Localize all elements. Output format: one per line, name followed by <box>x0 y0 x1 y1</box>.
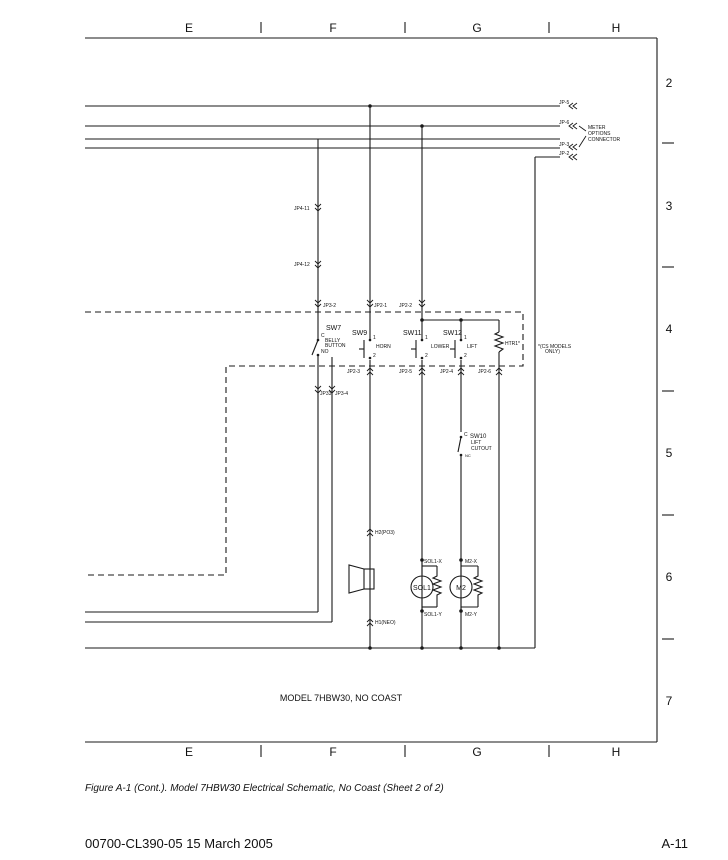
sw9-pin2: 2 <box>373 353 376 359</box>
label-h1: H1(NEO) <box>375 620 396 626</box>
cs-note-line1: *(CS MODELS <box>538 344 572 350</box>
htr1-label: HTR1* <box>505 341 521 347</box>
drawing-frame <box>85 22 674 757</box>
sw7-switch-symbol <box>312 339 319 357</box>
label-jp4-12: JP4-12 <box>294 262 310 268</box>
column-label-g-top: G <box>472 21 482 35</box>
row-label-7: 7 <box>665 694 673 708</box>
main-wires <box>85 106 535 648</box>
sw10-line1: LIFT <box>471 440 482 446</box>
sw11-function: LOWER <box>431 344 450 350</box>
sw9-function: HORN <box>376 344 391 350</box>
row-label-4: 4 <box>665 322 673 336</box>
sw9-pin1: 1 <box>373 335 376 341</box>
connector-jp3: JP-3 <box>559 142 570 148</box>
column-label-f-bottom: F <box>329 745 337 759</box>
sw7-line1: BELLY <box>325 338 341 344</box>
sw12-label: SW12 <box>443 330 463 337</box>
sw10-nc: NC <box>465 453 471 458</box>
connector-jp5: JP-5 <box>559 100 570 106</box>
meter-wires <box>85 103 586 648</box>
label-jp2-2: JP2-2 <box>399 303 413 309</box>
label-h2: H2(PO3) <box>375 530 395 536</box>
sw7-no: NO <box>321 349 329 355</box>
label-jp2-4: JP2-4 <box>440 369 454 375</box>
connector-jp2: JP-2 <box>559 151 570 157</box>
sw12-function: LIFT <box>467 344 478 350</box>
sw7-label: SW7 <box>326 325 342 332</box>
column-label-g-bottom: G <box>472 745 482 759</box>
dashed-panel-outline <box>85 312 523 575</box>
model-label: MODEL 7HBW30, NO COAST <box>279 693 403 703</box>
label-jp2-1: JP2-1 <box>374 303 388 309</box>
label-jp2-3: JP2-3 <box>347 369 361 375</box>
column-label-e-top: E <box>184 21 194 35</box>
sw7-line2: BUTTON <box>325 343 346 349</box>
sw11-pin1: 1 <box>425 335 428 341</box>
label-jp2-6: JP2-6 <box>478 369 492 375</box>
connector-jp6: JP-6 <box>559 120 570 126</box>
column-label-f-top: F <box>329 21 337 35</box>
sw9-label: SW9 <box>352 330 368 337</box>
sw11-switch-symbol <box>411 339 423 360</box>
junction-dots <box>368 104 501 650</box>
sw12-pin2: 2 <box>464 353 467 359</box>
column-label-e-bottom: E <box>184 745 194 759</box>
label-jp4-11: JP4-11 <box>294 206 310 212</box>
cs-note-line2: ONLY) <box>545 349 560 355</box>
label-jp3-4: JP3-4 <box>335 391 349 397</box>
row-label-3: 3 <box>665 199 673 213</box>
sw11-label: SW11 <box>403 330 422 337</box>
sw7-c: C <box>321 333 325 339</box>
page-number: A-11 <box>661 836 688 851</box>
label-jp3-2: JP3-2 <box>323 303 337 309</box>
m2-motor-symbol <box>450 560 482 611</box>
m2-bottom-label: M2-Y <box>465 612 477 618</box>
meter-label-line3: CONNECTOR <box>588 137 621 143</box>
sw9-switch-symbol <box>359 339 371 360</box>
sw10-label: SW10 <box>470 434 487 440</box>
row-label-5: 5 <box>665 446 673 460</box>
m2-label: M2 <box>456 585 466 592</box>
sw10-switch-symbol <box>458 436 462 457</box>
sw10-line2: CUTOUT <box>471 446 492 452</box>
sw12-pin1: 1 <box>464 335 467 341</box>
sw12-switch-symbol <box>450 339 462 360</box>
htr1-resistor-symbol <box>495 332 503 352</box>
label-jp2-5: JP2-5 <box>399 369 413 375</box>
m2-top-label: M2-X <box>465 559 477 565</box>
meter-label-line2: OPTIONS <box>588 131 611 137</box>
sol1-top-label: SOL1-X <box>424 559 442 565</box>
column-label-h-bottom: H <box>611 745 621 759</box>
document-id-date: 00700-CL390-05 15 March 2005 <box>85 836 273 851</box>
sw10-c: C <box>464 432 468 438</box>
figure-caption: Figure A-1 (Cont.). Model 7HBW30 Electrical Schematic, No Coast (Sheet 2 of 2) <box>85 783 444 794</box>
sol1-bottom-label: SOL1-Y <box>424 612 442 618</box>
meter-label-line1: METER <box>588 125 606 131</box>
label-jp3-3: JP33 <box>320 391 332 397</box>
column-label-h-top: H <box>611 21 621 35</box>
row-label-6: 6 <box>665 570 673 584</box>
row-label-2: 2 <box>665 76 673 90</box>
sw11-pin2: 2 <box>425 353 428 359</box>
sol1-label: SOL1 <box>413 585 431 592</box>
